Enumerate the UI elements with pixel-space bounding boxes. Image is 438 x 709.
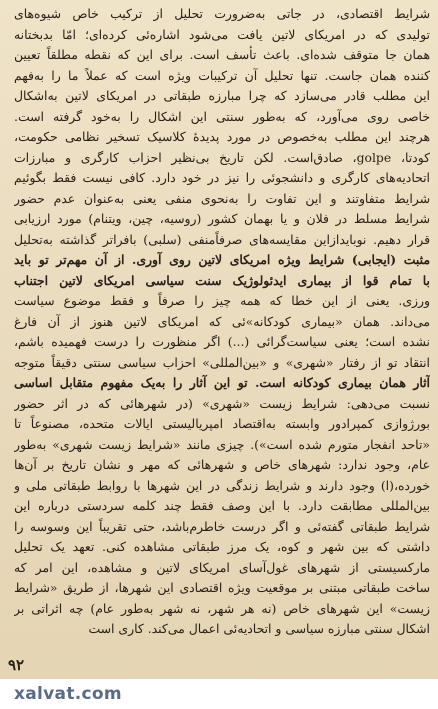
text-line: خورده،(ا) وجود دارند و شرایط زندگی در این شهرها با روابط طبقاتی ملی و <box>14 477 430 493</box>
text-line: این مطلب قادر می‌سازد که چرا مبارزه طبقاتی در امریکای لاتین به‌اشکال <box>14 88 430 103</box>
text-line: خاصی روی می‌آورد، که به‌طور سنتی این اشکال را به‌خود گرفته است. <box>14 108 430 124</box>
text-line: شرایط طبقاتی گفته‌ئی و اگر درست خاطرم‌باشد، حتی تقریباً این وسوسه را <box>14 518 430 534</box>
text-line: بین‌المللی مطابقت دارد. با این وصف فقط چند کلمه سردستی درباره این <box>14 498 430 513</box>
text-line: نسبت می‌دهی: شرایط زیست «شهری» (در شهرهائی که در اثر حضور <box>14 395 430 411</box>
text-line: شرایط مسلط در فلان و یا بهمان کشور (روسیه، چین، ویتنام) مورد ارزیابی <box>14 211 430 226</box>
page-number: ۹۲ <box>8 656 25 674</box>
text-line: بورژوازی کمپرادور وابسته به‌اقتصاد امپریالیستی ایالات متحده، مصنوعاً تا <box>14 416 430 431</box>
text-line: نشده است؛ یعنی سیاست‌گرائی (...) اگر منظورت را درست فهمیده باشم، <box>14 334 430 349</box>
text-line: «تاحد انفجار متورم شده است»). چیزی مانند «شرایط زیست شهری» به‌طور <box>14 436 430 452</box>
watermark-bar <box>0 679 438 709</box>
text-line: کننده همان جاست. تنها تحلیل آن ترکیبات ویژه است که عملاً ما را به‌فهم <box>14 67 430 83</box>
text-line: مارکسیستی از شهرهای غول‌آسای امریکای لاتین و مشاهده، این امر که <box>14 559 430 575</box>
text-line: داشتی که بین شهر و کوه، یک مرز طبقاتی مشاهده کنی. تعهد یک تحلیل <box>14 539 430 554</box>
text-line: تولیدی که در امریکای لاتین یافت می‌شود اشاره‌ئی کرده‌ای؛ امّا بدبختانه <box>14 26 430 42</box>
text-line: شرایط اقتصادی، در جاتی به‌ضرورت تحلیل از ترکیب خاص شیوه‌های <box>14 6 430 21</box>
text-line: با تمام قوا از بیماری ایدئولوژیک سنت سیاسی امریکای لاتین اجتناب <box>14 272 430 288</box>
text-line: مثبت (ایجابی) شرایط ویژه امریکای لاتین روی آوری. از آن مهم‌تر تو باید <box>14 252 430 267</box>
text-line: ساخت طبقاتی مبتنی بر موقعیت ویژه اقتصادی این شهرها، از طریق «شرایط <box>14 580 430 595</box>
text-line: قرار دهیم. نوبایدازاین مقایسه‌های صرفاًمنفی (سلبی) بافراتر گذاشته به‌تحلیل <box>14 231 430 247</box>
text-line: اشکال سنتی مبارزه سیاسی و اتحادیه‌ئی اعمال می‌کند. کاری است <box>88 621 430 636</box>
text-line: اتحادیه‌های کارگری و دانشجوئی را نیز در خود دارد. کافی نیست فقط بگوئیم <box>14 170 430 185</box>
text-line: همان جا متوقف شده‌ای. باعث تأسف است. برای این که نقطه مطلقاً تعیین <box>14 47 430 62</box>
text-line: می‌داند. همان «بیماری کودکانه»ئی که امریکای لاتین هنوز از آن فارغ <box>14 313 430 329</box>
text-line: آثار همان بیماری کودکانه است. تو این آثار را به‌یک مفهوم متقابل اساسی <box>14 375 430 390</box>
text-line: زیست» این شهرهای خاص (نه هر شهر، نه شهر به‌طور عام) چه اثراتی بر <box>14 600 430 616</box>
text-line: هرچند این مطلب به‌خصوص در مورد پدیدهٔ کلاسیک تسخیر نظامی حکومت، <box>14 129 430 144</box>
text-line: انتقاد تو از رفتار «شهری» و «بین‌المللی» احزاب سیاسی سنتی دقیقاً متوجه <box>14 354 430 370</box>
text-line: عام، وجود ندارد: شهرهای خاص و شهرهائی که مهر و نشان تاریخ بر آن‌ها <box>14 457 430 472</box>
text-line: ورزی. یعنی از این خطا که همه چیز را صرفاً و فقط موضوع سیاست <box>14 293 430 308</box>
text-line: شرایط متفاوتند و این تفاوت را به‌نحوی منفی یعنی به‌عنوان عدم حضور <box>14 190 430 206</box>
text-line: کودتا، golpe، صادق‌است. لکن تاریخ بی‌نظیر احزاب کارگری و مبارزات <box>14 149 430 165</box>
body-text <box>14 4 430 640</box>
watermark-text: xalvat.com <box>14 684 122 704</box>
